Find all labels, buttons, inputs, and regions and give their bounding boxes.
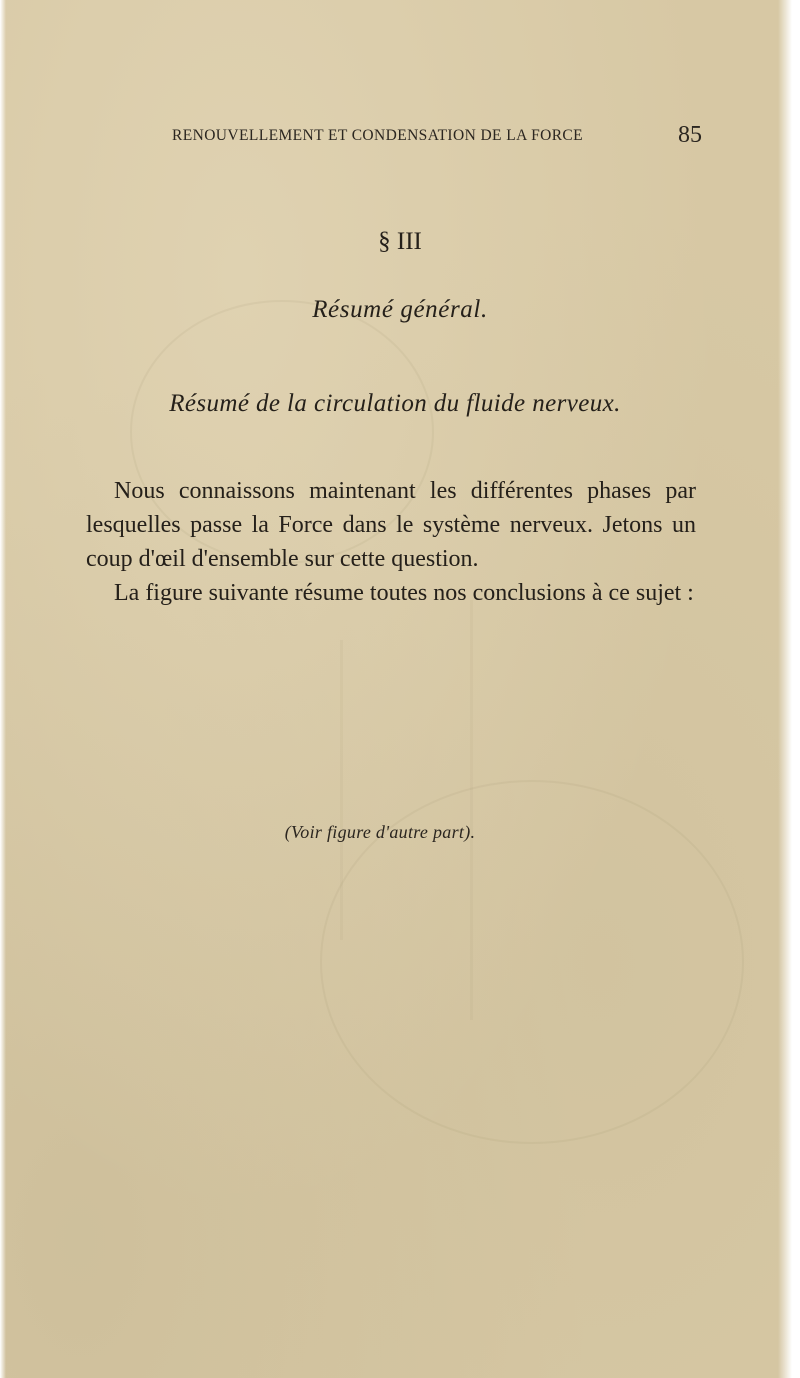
section-title: Résumé général. — [312, 296, 488, 323]
show-through-line — [340, 640, 343, 940]
page-number: 85 — [678, 122, 702, 148]
scan-edge-left — [0, 0, 6, 1378]
paragraph: La figure suivante résume toutes nos conclusions à ce sujet : — [114, 580, 694, 606]
running-head — [172, 124, 702, 150]
scan-edge-right — [778, 0, 800, 1378]
running-title: RENOUVELLEMENT ET CONDENSATION DE LA FORCE — [172, 127, 584, 144]
show-through-line — [470, 600, 473, 1020]
section-subtitle: Résumé de la circulation du fluide nerveux. — [169, 390, 621, 417]
section-heading: § III — [378, 228, 422, 255]
paragraph: Nous connaissons maintenant les différentes phases par lesquelles passe la Force dans le système nerveux. Jetons un coup d'œil d'ensemble sur cette question. — [86, 478, 696, 572]
figure-reference: (Voir figure d'autre part). — [284, 822, 476, 842]
